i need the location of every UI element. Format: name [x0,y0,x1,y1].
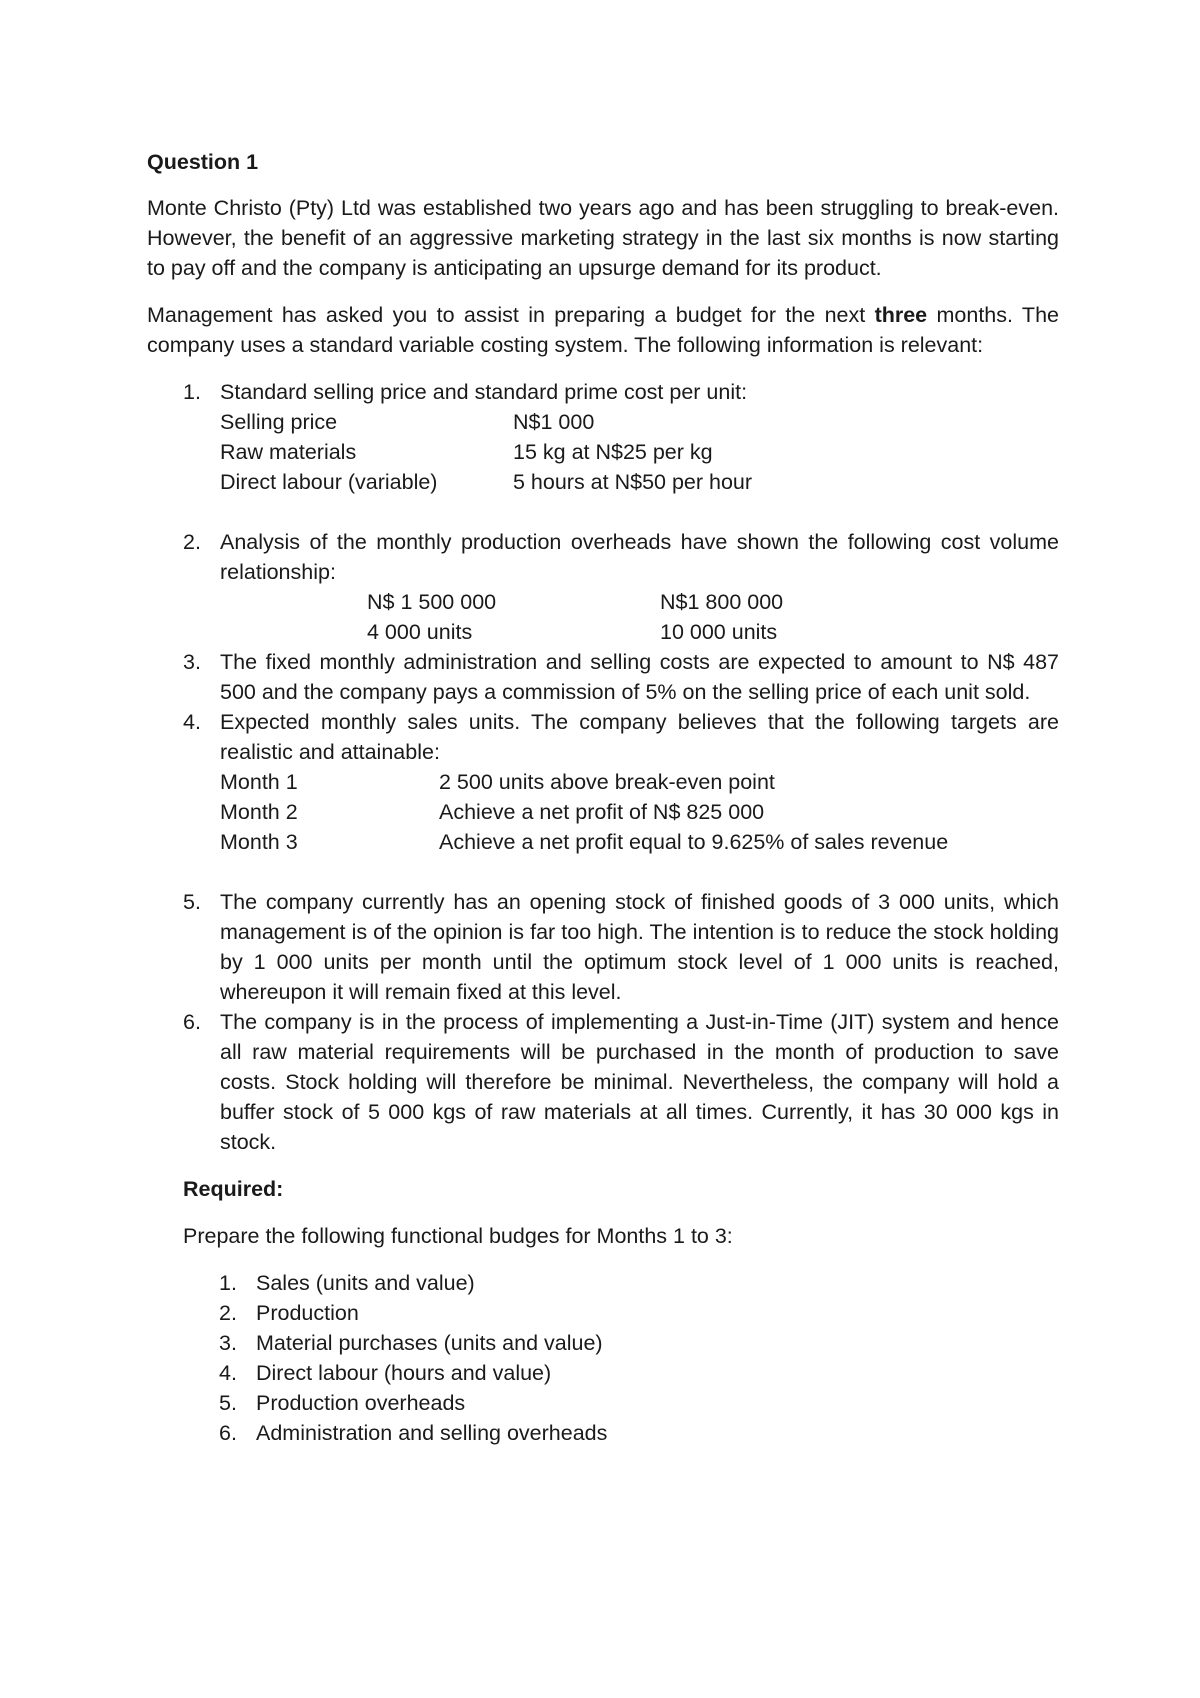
item-text: The company currently has an opening stock of finished goods of 3 000 units, which management is of the opinion is far too high. The intention is to reduce the stock holding by 1 000 units per month until the optimum stock level of 1 000 units is reached, whereupon it will remain fixed at this level. [220,890,1059,1004]
cost-value: 5 hours at N$50 per hour [513,470,753,494]
required-item-4 [183,1358,1059,1388]
cost-label: Raw materials [220,440,357,464]
required-item-text: Production [256,1301,359,1325]
cost-row-direct-labour [220,467,1059,497]
page-content [147,147,1059,1448]
required-item-text: Administration and selling overheads [256,1421,608,1445]
spacer [220,497,1059,527]
cost-value: 15 kg at N$25 per kg [513,440,713,464]
required-item-5 [183,1388,1059,1418]
info-item-5 [183,887,1059,1007]
month-label: Month 2 [220,800,298,824]
info-item-3 [183,647,1059,707]
required-item-1 [183,1268,1059,1298]
overhead-row-units [220,617,1059,647]
item-text: Expected monthly sales units. The company believes that the following targets are realistic and attainable: [220,710,1059,764]
mgmt-text-post: months. The company uses a standard variable costing system. The following information is relevant: [147,303,1059,357]
overhead-row-cost [220,587,1059,617]
overhead-value: N$ 1 500 000 [367,590,497,614]
mgmt-text-pre: Management has asked you to assist in preparing a budget for the next [147,303,875,327]
cost-value: N$1 000 [513,410,595,434]
cost-label: Selling price [220,410,338,434]
required-item-text: Material purchases (units and value) [256,1331,603,1355]
required-item-text: Production overheads [256,1391,466,1415]
mgmt-text-bold: three [874,303,928,327]
overhead-value: 4 000 units [367,620,473,644]
info-list [147,377,1059,1157]
question-title: Question 1 [147,150,259,174]
item-number: 5. [183,890,201,914]
target-row-month-3 [220,827,1059,857]
required-heading: Required: [183,1177,284,1201]
item-text: Standard selling price and standard prime cost per unit: [220,380,748,404]
overhead-value: N$1 800 000 [660,590,784,614]
spacer [220,857,1059,887]
item-text: Analysis of the monthly production overheads have shown the following cost volume relationship: [220,530,1059,584]
item-number: 1. [219,1271,237,1295]
item-number: 4. [219,1361,237,1385]
required-list [183,1268,1059,1448]
required-item-6 [183,1418,1059,1448]
month-target: Achieve a net profit equal to 9.625% of sales revenue [439,830,949,854]
item-number: 5. [219,1391,237,1415]
required-item-3 [183,1328,1059,1358]
info-item-2 [183,527,1059,647]
item-number: 4. [183,710,201,734]
overhead-value: 10 000 units [660,620,778,644]
required-item-text: Direct labour (hours and value) [256,1361,552,1385]
cost-row-raw-materials [220,437,1059,467]
month-target: Achieve a net profit of N$ 825 000 [439,800,765,824]
item-number: 3. [219,1331,237,1355]
info-item-4 [183,707,1059,887]
required-intro: Prepare the following functional budges for Months 1 to 3: [183,1224,733,1248]
intro-paragraph: Monte Christo (Pty) Ltd was established two years ago and has been struggling to break-even. However, the benefit of an aggressive marketing strategy in the last six months is now starting to pay off and the company is anticipating an upsurge demand for its product. [147,196,1059,280]
month-label: Month 1 [220,770,298,794]
item-number: 3. [183,650,201,674]
required-section [147,1174,1059,1448]
management-paragraph [147,300,1059,360]
cost-row-selling-price [220,407,1059,437]
target-row-month-1 [220,767,1059,797]
item-text: The company is in the process of implementing a Just-in-Time (JIT) system and hence all raw material requirements will be purchased in the month of production to save costs. Stock holding will therefore be minimal. Nevertheless, the company will hold a buffer stock of 5 000 kgs of raw materials at all times. Currently, it has 30 000 kgs in stock. [220,1010,1059,1154]
item-number: 2. [183,530,201,554]
item-number: 2. [219,1301,237,1325]
item-number: 1. [183,380,201,404]
info-item-1 [183,377,1059,527]
cost-label: Direct labour (variable) [220,470,438,494]
item-number: 6. [219,1421,237,1445]
item-text: The fixed monthly administration and selling costs are expected to amount to N$ 487 500 and the company pays a commission of 5% on the selling price of each unit sold. [220,650,1059,704]
month-target: 2 500 units above break-even point [439,770,775,794]
required-item-2 [183,1298,1059,1328]
required-item-text: Sales (units and value) [256,1271,475,1295]
target-row-month-2 [220,797,1059,827]
item-number: 6. [183,1010,201,1034]
info-item-6 [183,1007,1059,1157]
month-label: Month 3 [220,830,298,854]
